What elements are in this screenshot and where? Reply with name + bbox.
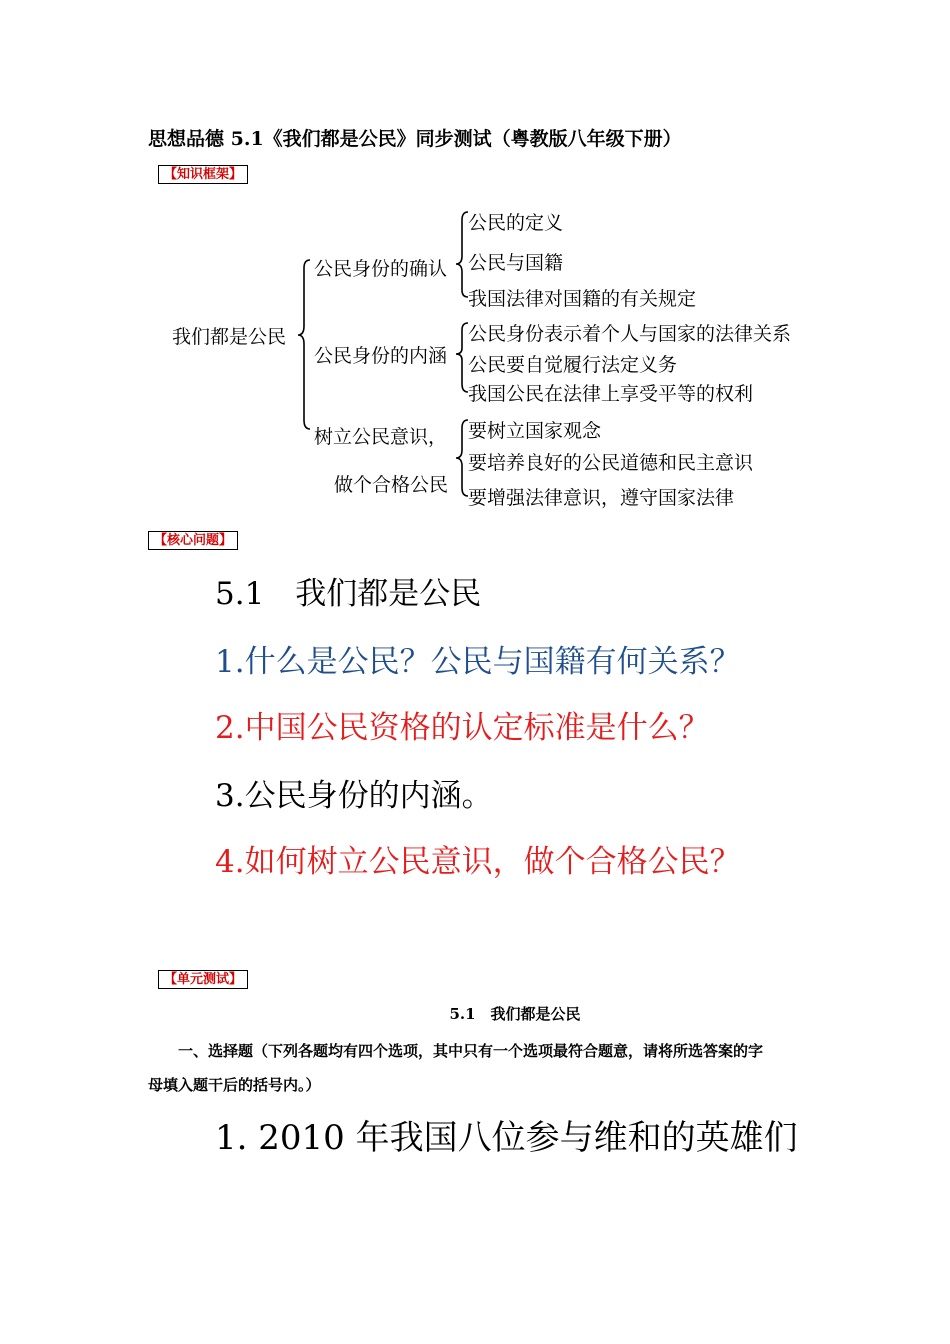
instruction-line-1: 一、选择题（下列各题均有四个选项，其中只有一个选项最符合题意，请将所选答案的字 [178,1042,764,1060]
knowledge-framework-diagram [168,198,808,516]
core-section-label: 【核心问题】 [148,531,238,550]
core-question-4: 4.如何树立公民意识，做个合格公民？ [215,844,741,880]
core-question-3: 3.公民身份的内涵。 [215,778,493,814]
core-question-1: 1.什么是公民？公民与国籍有何关系？ [215,644,741,680]
leaf-item: 要增强法律意识，遵守国家法律 [468,487,735,509]
leaf-item: 要培养良好的公民道德和民主意识 [468,452,754,474]
document-title: 思想品德 5.1《我们都是公民》同步测试（粤教版八年级下册） [148,128,682,150]
leaf-item: 公民与国籍 [468,252,564,274]
question-1-stem: 1. 2010 年我国八位参与维和的英雄们 [215,1118,798,1158]
leaf-item: 我国公民在法律上享受平等的权利 [468,383,754,405]
leaf-item: 公民要自觉履行法定义务 [468,354,678,376]
leaf-item: 我国法律对国籍的有关规定 [468,288,697,310]
branch-label-awareness-1: 树立公民意识， [314,426,448,448]
framework-root: 我们都是公民 [172,326,287,348]
branch-label-meaning: 公民身份的内涵 [314,345,448,367]
core-question-2: 2.中国公民资格的认定标准是什么？ [215,710,710,746]
leaf-item: 公民的定义 [468,212,564,234]
branch-label-awareness-2: 做个合格公民 [334,474,449,496]
leaf-item: 要树立国家观念 [468,420,602,442]
framework-section-label: 【知识框架】 [158,165,248,184]
instruction-line-2: 母填入题干后的括号内。） [148,1076,321,1094]
core-heading: 5.1 我们都是公民 [215,576,482,612]
unit-section-label: 【单元测试】 [158,970,248,989]
leaf-item: 公民身份表示着个人与国家的法律关系 [468,323,792,345]
unit-subtitle: 5.1 我们都是公民 [449,1005,581,1023]
branch-label-confirm: 公民身份的确认 [314,258,448,280]
